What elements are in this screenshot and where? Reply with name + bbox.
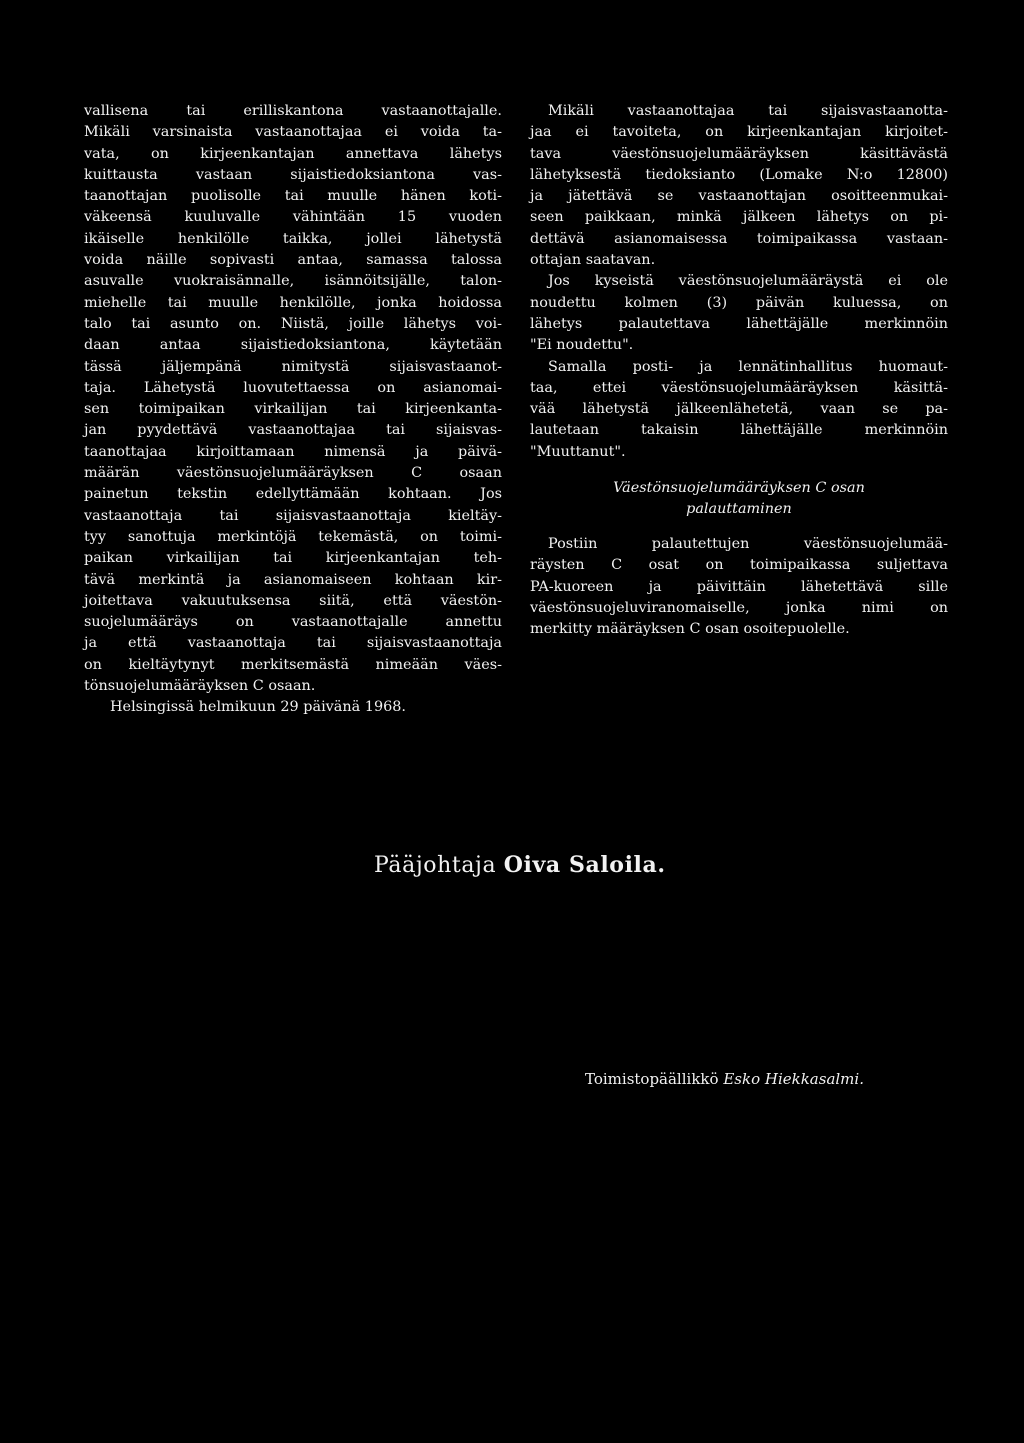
left-column-body [84,101,502,697]
text-line: tava väestönsuojelumääräyksen käsittävästä [530,145,948,162]
director-signature [374,852,666,878]
text-line: voida näille sopivasti antaa, samassa talossa [84,252,502,269]
date-line: Helsingissä helmikuun 29 päivänä 1968. [110,699,407,716]
text-line: lautetaan takaisin lähettäjälle merkinnöin [530,422,948,439]
text-line: Mikäli varsinaista vastaanottajaa ei voida ta- [84,124,502,141]
text-line: PA-kuoreen ja päivittäin lähetettävä sille [530,578,948,595]
section-heading-line-2: palauttaminen [686,501,792,518]
section-heading [530,478,948,520]
text-line: vastaanottaja tai sijaisvastaanottaja kieltäy- [84,507,502,524]
right-column [530,101,948,641]
text-line: Samalla posti- ja lennätinhallitus huomaut- [548,358,948,375]
director-name: Oiva Saloila. [503,852,666,878]
text-line: väkeensä kuuluvalle vähintään 15 vuoden [84,209,502,226]
paragraph-uncollected [530,101,948,271]
text-line: räysten C osat on toimipaikassa suljettava [530,557,948,574]
text-line: taja. Lähetystä luovutettaessa on asianomai- [84,379,502,396]
text-line: lähetys palautettava lähettäjälle merkinnöin [530,315,948,332]
text-line: "Muuttanut". [530,443,626,460]
text-line: Postiin palautettujen väestönsuojelumää- [548,536,948,553]
text-line: noudettu kolmen (3) päivän kuluessa, on [530,294,948,311]
text-line: taanottajaa kirjoittamaan nimensä ja päivä- [84,443,502,460]
text-line: paikan virkailijan tai kirjeenkantajan teh- [84,550,502,567]
office-name: Esko Hiekkasalmi. [723,1070,864,1088]
text-line: taanottajan puolisolle tai muulle hänen koti- [84,188,502,205]
text-line: lähetyksestä tiedoksianto (Lomake N:o 12800) [530,166,948,183]
text-line: seen paikkaan, minkä jälkeen lähetys on pi- [530,209,948,226]
text-line: merkitty määräyksen C osan osoitepuolelle. [530,621,850,638]
text-line: asuvalle vuokraisännalle, isännöitsijälle, talon- [84,273,502,290]
text-line: taa, ettei väestönsuojelumääräyksen käsittä- [530,379,948,396]
text-line: "Ei noudettu". [530,337,634,354]
text-line: painetun tekstin edellyttämään kohtaan. Jos [84,486,502,503]
office-title: Toimistopäällikkö [585,1070,719,1088]
text-line: ottajan saatavan. [530,252,656,269]
text-line: määrän väestönsuojelumääräyksen C osaan [84,465,502,482]
text-line: dettävä asianomaisessa toimipaikassa vastaan- [530,230,948,247]
left-column [84,101,502,719]
paragraph-moved [530,357,948,463]
text-line: Jos kyseistä väestönsuojelumääräystä ei ole [548,273,948,290]
text-line: daan antaa sijaistiedoksiantona, käytetään [84,337,502,354]
text-line: tyy sanottuja merkintöjä tekemästä, on toimi- [84,528,502,545]
text-line: suojelumääräys on vastaanottajalle annettu [84,614,502,631]
text-line: miehelle tai muulle henkilölle, jonka hoidossa [84,294,502,311]
office-head-signature [585,1070,864,1088]
text-line: on kieltäytynyt merkitsemästä nimeään väes- [84,656,502,673]
text-line: Mikäli vastaanottajaa tai sijaisvastaanotta- [548,103,948,119]
text-line: vää lähetystä jälkeenlähetetä, vaan se pa- [530,401,948,418]
text-line: väestönsuojeluviranomaiselle, jonka nimi on [530,599,948,616]
paragraph-return-not-collected [530,271,948,356]
section-heading-line-1: Väestönsuojelumääräyksen C osan [613,480,865,497]
text-line: ikäiselle henkilölle taikka, jollei lähetystä [84,230,502,247]
text-line: jan pyydettävä vastaanottajaa tai sijaisvas- [84,422,502,439]
text-line: joitettava vakuutuksensa siitä, että väestön- [84,592,502,609]
director-title: Pääjohtaja [374,853,497,878]
text-line: tävä merkintä ja asianomaiseen kohtaan kir- [84,571,502,588]
text-line: jaa ei tavoiteta, on kirjeenkantajan kirjoitet- [530,124,948,141]
text-line: sen toimipaikan virkailijan tai kirjeenkanta- [84,401,502,418]
text-line: tässä jäljempänä nimitystä sijaisvastaanot- [84,358,502,375]
text-line: vata, on kirjeenkantajan annettava lähetys [84,145,502,162]
text-line: tönsuojelumääräyksen C osaan. [84,678,316,695]
text-line: ja jätettävä se vastaanottajan osoitteenmukai- [530,188,948,205]
text-line: kuittausta vastaan sijaistiedoksiantona vas- [84,166,502,183]
text-line: vallisena tai erilliskantona vastaanottajalle. [84,103,502,119]
text-line: talo tai asunto on. Niistä, joille lähetys voi- [84,315,502,332]
paragraph-c-part-return [530,534,948,640]
text-line: ja että vastaanottaja tai sijaisvastaanottaja [84,635,502,652]
